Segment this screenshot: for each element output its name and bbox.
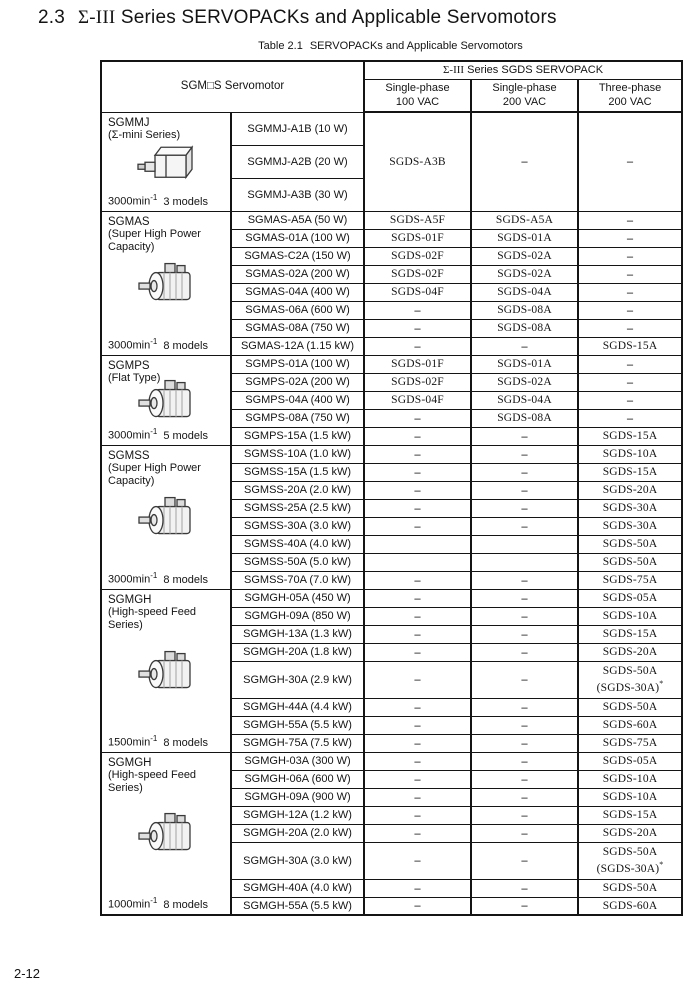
dash-cell: – bbox=[471, 499, 578, 517]
page-number: 2-12 bbox=[14, 966, 41, 981]
servomotor-icon bbox=[136, 262, 196, 313]
servomotor-model-cell: SGMGH-30A (2.9 kW) bbox=[231, 661, 364, 698]
servomotor-model-cell: SGMPS-08A (750 W) bbox=[231, 409, 364, 427]
servopack-model-cell: SGDS-15A bbox=[578, 463, 682, 481]
dash-cell: – bbox=[578, 301, 682, 319]
dash-cell: – bbox=[364, 698, 471, 716]
dash-cell: – bbox=[578, 247, 682, 265]
servomotor-model-cell: SGMGH-12A (1.2 kW) bbox=[231, 806, 364, 824]
dash-cell: – bbox=[578, 409, 682, 427]
dash-cell: – bbox=[364, 481, 471, 499]
servomotor-model-cell: SGMGH-05A (450 W) bbox=[231, 589, 364, 607]
servopack-model-cell: SGDS-01A bbox=[471, 355, 578, 373]
servomotor-series-cell bbox=[101, 211, 231, 355]
empty-cell bbox=[471, 553, 578, 571]
servopack-model-cell: SGDS-02F bbox=[364, 265, 471, 283]
servopack-model-cell: SGDS-02A bbox=[471, 247, 578, 265]
dash-cell: – bbox=[364, 625, 471, 643]
servomotor-model-cell: SGMAS-01A (100 W) bbox=[231, 229, 364, 247]
column-header-single-phase-100vac: Single-phase 100 VAC bbox=[364, 79, 471, 112]
dash-cell: – bbox=[364, 445, 471, 463]
servomotor-icon bbox=[136, 649, 196, 700]
servomotor-model-cell: SGMGH-44A (4.4 kW) bbox=[231, 698, 364, 716]
servopack-model-cell: SGDS-04F bbox=[364, 283, 471, 301]
servopack-model-cell: SGDS-04A bbox=[471, 283, 578, 301]
servomotor-cylinder-icon bbox=[136, 379, 196, 427]
servopack-model-cell: SGDS-04F bbox=[364, 391, 471, 409]
servomotor-cylinder-icon bbox=[136, 262, 196, 310]
servomotor-model-cell: SGMPS-01A (100 W) bbox=[231, 355, 364, 373]
servomotor-model-cell: SGMSS-15A (1.5 kW) bbox=[231, 463, 364, 481]
servomotor-model-cell: SGMGH-55A (5.5 kW) bbox=[231, 716, 364, 734]
servopack-model-cell: SGDS-10A bbox=[578, 607, 682, 625]
servopack-model-cell: SGDS-60A bbox=[578, 716, 682, 734]
dash-cell: – bbox=[471, 752, 578, 770]
servopack-model-cell: SGDS-15A bbox=[578, 427, 682, 445]
servopack-model-cell: SGDS-50A bbox=[578, 553, 682, 571]
servomotor-series-cell bbox=[101, 589, 231, 752]
dash-cell: – bbox=[364, 319, 471, 337]
dash-cell: – bbox=[364, 301, 471, 319]
dash-cell: – bbox=[364, 806, 471, 824]
servopack-model-cell: SGDS-01F bbox=[364, 355, 471, 373]
table-row bbox=[101, 112, 682, 145]
servomotor-model-cell: SGMGH-20A (2.0 kW) bbox=[231, 824, 364, 842]
series-subtitle: (Σ-mini Series) bbox=[108, 128, 181, 141]
dash-cell: – bbox=[364, 788, 471, 806]
dash-cell: – bbox=[364, 842, 471, 879]
dash-cell: – bbox=[471, 445, 578, 463]
dash-cell: – bbox=[471, 643, 578, 661]
dash-cell: – bbox=[364, 661, 471, 698]
servopack-model-cell: SGDS-10A bbox=[578, 788, 682, 806]
dash-cell: – bbox=[471, 806, 578, 824]
servomotor-model-cell: SGMGH-30A (3.0 kW) bbox=[231, 842, 364, 879]
dash-cell: – bbox=[364, 427, 471, 445]
dash-cell: – bbox=[578, 319, 682, 337]
dash-cell: – bbox=[364, 571, 471, 589]
servomotor-model-cell: SGMAS-08A (750 W) bbox=[231, 319, 364, 337]
dash-cell: – bbox=[364, 337, 471, 355]
table-row bbox=[101, 355, 682, 373]
dash-cell: – bbox=[364, 770, 471, 788]
series-name: SGMGH bbox=[108, 593, 152, 606]
servopack-servomotor-table bbox=[100, 60, 683, 916]
servopack-model-cell: SGDS-30A bbox=[578, 499, 682, 517]
servomotor-model-cell: SGMAS-02A (200 W) bbox=[231, 265, 364, 283]
servomotor-model-cell: SGMGH-06A (600 W) bbox=[231, 770, 364, 788]
servopack-model-cell: SGDS-A3B bbox=[364, 112, 471, 211]
series-subtitle: (Super High Power Capacity) bbox=[108, 227, 201, 254]
dash-cell: – bbox=[471, 716, 578, 734]
dash-cell: – bbox=[364, 716, 471, 734]
servomotor-model-cell: SGMGH-09A (900 W) bbox=[231, 788, 364, 806]
servopack-model-cell: SGDS-20A bbox=[578, 824, 682, 842]
dash-cell: – bbox=[578, 283, 682, 301]
servopack-model-cell: SGDS-A5A bbox=[471, 211, 578, 229]
dash-cell: – bbox=[364, 752, 471, 770]
title-sigma: Σ-III bbox=[78, 7, 116, 28]
servopack-model-cell: SGDS-02F bbox=[364, 373, 471, 391]
dash-cell: – bbox=[578, 112, 682, 211]
dash-cell: – bbox=[471, 879, 578, 897]
section-number: 2.3 bbox=[38, 7, 66, 28]
servomotor-model-cell: SGMGH-40A (4.0 kW) bbox=[231, 879, 364, 897]
servomotor-cylinder-icon bbox=[136, 496, 196, 544]
dash-cell: – bbox=[471, 625, 578, 643]
series-name: SGMGH bbox=[108, 756, 152, 769]
table-row bbox=[101, 589, 682, 607]
table-row bbox=[101, 445, 682, 463]
servomotor-model-cell: SGMGH-55A (5.5 kW) bbox=[231, 897, 364, 915]
servomotor-model-cell: SGMAS-06A (600 W) bbox=[231, 301, 364, 319]
dash-cell: – bbox=[578, 265, 682, 283]
column-header-single-phase-200vac: Single-phase 200 VAC bbox=[471, 79, 578, 112]
servomotor-model-cell: SGMMJ-A2B (20 W) bbox=[231, 145, 364, 178]
dash-cell: – bbox=[471, 734, 578, 752]
servopack-model-cell: SGDS-50A bbox=[578, 698, 682, 716]
title-text: Series SERVOPACKs and Applicable Servomotors bbox=[115, 7, 557, 28]
servomotor-model-cell: SGMSS-50A (5.0 kW) bbox=[231, 553, 364, 571]
servopack-model-cell: SGDS-A5F bbox=[364, 211, 471, 229]
dash-cell: – bbox=[471, 481, 578, 499]
servopack-model-cell: SGDS-50A bbox=[578, 535, 682, 553]
dash-cell: – bbox=[471, 112, 578, 211]
servopack-model-cell: SGDS-60A bbox=[578, 897, 682, 915]
servopack-model-cell: SGDS-08A bbox=[471, 301, 578, 319]
servomotor-model-cell: SGMGH-09A (850 W) bbox=[231, 607, 364, 625]
series-name: SGMSS bbox=[108, 449, 150, 462]
dash-cell: – bbox=[471, 698, 578, 716]
servopack-group-header bbox=[364, 61, 682, 79]
servomotor-model-cell: SGMMJ-A1B (10 W) bbox=[231, 112, 364, 145]
servopack-model-cell: SGDS-05A bbox=[578, 752, 682, 770]
servomotor-model-cell: SGMPS-15A (1.5 kW) bbox=[231, 427, 364, 445]
table-caption-label: Table 2.1 bbox=[258, 40, 303, 52]
table-row bbox=[101, 752, 682, 770]
servopack-model-cell: SGDS-20A bbox=[578, 481, 682, 499]
servopack-model-cell: SGDS-08A bbox=[471, 409, 578, 427]
servopack-model-cell: SGDS-08A bbox=[471, 319, 578, 337]
servopack-model-cell: SGDS-50A (SGDS-30A)* bbox=[578, 661, 682, 698]
servopack-model-cell: SGDS-10A bbox=[578, 770, 682, 788]
servomotor-model-cell: SGMSS-30A (3.0 kW) bbox=[231, 517, 364, 535]
servopack-model-cell: SGDS-10A bbox=[578, 445, 682, 463]
servopack-model-cell: SGDS-01F bbox=[364, 229, 471, 247]
dash-cell: – bbox=[471, 770, 578, 788]
servopack-model-cell: SGDS-30A bbox=[578, 517, 682, 535]
series-name: SGMAS bbox=[108, 215, 150, 228]
servopack-model-cell: SGDS-02A bbox=[471, 265, 578, 283]
empty-cell bbox=[471, 535, 578, 553]
servopack-model-cell: SGDS-04A bbox=[471, 391, 578, 409]
dash-cell: – bbox=[471, 589, 578, 607]
servomotor-model-cell: SGMAS-A5A (50 W) bbox=[231, 211, 364, 229]
table-caption bbox=[100, 40, 681, 52]
dash-cell: – bbox=[364, 824, 471, 842]
servomotor-model-cell: SGMGH-75A (7.5 kW) bbox=[231, 734, 364, 752]
servopack-model-cell: SGDS-75A bbox=[578, 734, 682, 752]
servomotor-icon bbox=[136, 496, 196, 547]
series-speed-models: $1000\min^{-1}$ 8 models bbox=[108, 896, 208, 911]
series-subtitle: (High-speed Feed Series) bbox=[108, 605, 197, 632]
servomotor-model-cell: SGMSS-10A (1.0 kW) bbox=[231, 445, 364, 463]
dash-cell: – bbox=[471, 571, 578, 589]
dash-cell: – bbox=[578, 391, 682, 409]
dash-cell: – bbox=[471, 517, 578, 535]
dash-cell: – bbox=[364, 607, 471, 625]
dash-cell: – bbox=[364, 463, 471, 481]
table-caption-text: SERVOPACKs and Applicable Servomotors bbox=[309, 40, 523, 52]
dash-cell: – bbox=[471, 788, 578, 806]
servopack-model-cell: SGDS-15A bbox=[578, 806, 682, 824]
servopack-model-cell: SGDS-02F bbox=[364, 247, 471, 265]
servomotor-model-cell: SGMSS-25A (2.5 kW) bbox=[231, 499, 364, 517]
dash-cell: – bbox=[471, 463, 578, 481]
servopack-model-cell: SGDS-05A bbox=[578, 589, 682, 607]
series-speed-models: $1500\min^{-1}$ 8 models bbox=[108, 733, 208, 749]
servomotor-model-cell: SGMGH-20A (1.8 kW) bbox=[231, 643, 364, 661]
dash-cell: – bbox=[471, 337, 578, 355]
series-speed-models: $3000\min^{-1}$ 8 models bbox=[108, 336, 208, 352]
servomotor-model-cell: SGMAS-C2A (150 W) bbox=[231, 247, 364, 265]
servomotor-model-cell: SGMAS-04A (400 W) bbox=[231, 283, 364, 301]
series-name: SGMPS bbox=[108, 359, 150, 372]
series-name: SGMMJ bbox=[108, 116, 150, 129]
dash-cell: – bbox=[471, 897, 578, 915]
servomotor-model-cell: SGMGH-13A (1.3 kW) bbox=[231, 625, 364, 643]
servomotor-icon bbox=[136, 379, 196, 430]
servomotor-model-cell: SGMSS-20A (2.0 kW) bbox=[231, 481, 364, 499]
dash-cell: – bbox=[364, 734, 471, 752]
dash-cell: – bbox=[364, 897, 471, 915]
servomotor-model-cell: SGMSS-40A (4.0 kW) bbox=[231, 535, 364, 553]
servopack-header-text: Series SGDS SERVOPACK bbox=[464, 64, 604, 77]
dash-cell: – bbox=[364, 879, 471, 897]
dash-cell: – bbox=[471, 427, 578, 445]
servopack-model-cell: SGDS-02A bbox=[471, 373, 578, 391]
servopack-header-sigma: Σ-III bbox=[443, 64, 465, 77]
dash-cell: – bbox=[578, 229, 682, 247]
servopack-model-cell: SGDS-75A bbox=[578, 571, 682, 589]
servomotor-box-icon bbox=[136, 142, 196, 186]
dash-cell: – bbox=[578, 211, 682, 229]
dash-cell: – bbox=[364, 499, 471, 517]
empty-cell bbox=[364, 553, 471, 571]
servomotor-series-cell bbox=[101, 445, 231, 589]
servopack-model-cell: SGDS-15A bbox=[578, 337, 682, 355]
servomotor-icon bbox=[136, 142, 196, 189]
series-subtitle: (Flat Type) bbox=[108, 371, 161, 384]
dash-cell: – bbox=[364, 517, 471, 535]
servomotor-series-cell bbox=[101, 752, 231, 915]
servomotor-column-header: SGM□S Servomotor bbox=[101, 61, 364, 112]
servomotor-model-cell: SGMMJ-A3B (30 W) bbox=[231, 178, 364, 211]
servomotor-model-cell: SGMGH-03A (300 W) bbox=[231, 752, 364, 770]
page-title bbox=[38, 7, 557, 29]
dash-cell: – bbox=[364, 643, 471, 661]
servomotor-cylinder-icon bbox=[136, 649, 196, 697]
dash-cell: – bbox=[471, 661, 578, 698]
servopack-model-cell: SGDS-01A bbox=[471, 229, 578, 247]
dash-cell: – bbox=[471, 842, 578, 879]
servomotor-model-cell: SGMPS-04A (400 W) bbox=[231, 391, 364, 409]
servomotor-series-cell bbox=[101, 112, 231, 211]
series-speed-models: $3000\min^{-1}$ 3 models bbox=[108, 192, 208, 208]
dash-cell: – bbox=[578, 355, 682, 373]
servomotor-model-cell: SGMSS-70A (7.0 kW) bbox=[231, 571, 364, 589]
series-subtitle: (Super High Power Capacity) bbox=[108, 461, 201, 488]
servopack-model-cell: SGDS-50A (SGDS-30A)* bbox=[578, 842, 682, 879]
servopack-model-cell: SGDS-20A bbox=[578, 643, 682, 661]
series-speed-models: $3000\min^{-1}$ 8 models bbox=[108, 570, 208, 586]
empty-cell bbox=[364, 535, 471, 553]
series-speed-models: $3000\min^{-1}$ 5 models bbox=[108, 426, 208, 442]
servomotor-model-cell: SGMAS-12A (1.15 kW) bbox=[231, 337, 364, 355]
dash-cell: – bbox=[364, 589, 471, 607]
servomotor-model-cell: SGMPS-02A (200 W) bbox=[231, 373, 364, 391]
servomotor-cylinder-icon bbox=[136, 812, 196, 860]
dash-cell: – bbox=[471, 824, 578, 842]
servomotor-series-cell bbox=[101, 355, 231, 445]
servopack-model-cell: SGDS-15A bbox=[578, 625, 682, 643]
series-subtitle: (High-speed Feed Series) bbox=[108, 768, 197, 795]
table-row bbox=[101, 211, 682, 229]
dash-cell: – bbox=[578, 373, 682, 391]
servomotor-icon bbox=[136, 812, 196, 863]
column-header-three-phase-200vac: Three-phase 200 VAC bbox=[578, 79, 682, 112]
servopack-model-cell: SGDS-50A bbox=[578, 879, 682, 897]
dash-cell: – bbox=[471, 607, 578, 625]
dash-cell: – bbox=[364, 409, 471, 427]
